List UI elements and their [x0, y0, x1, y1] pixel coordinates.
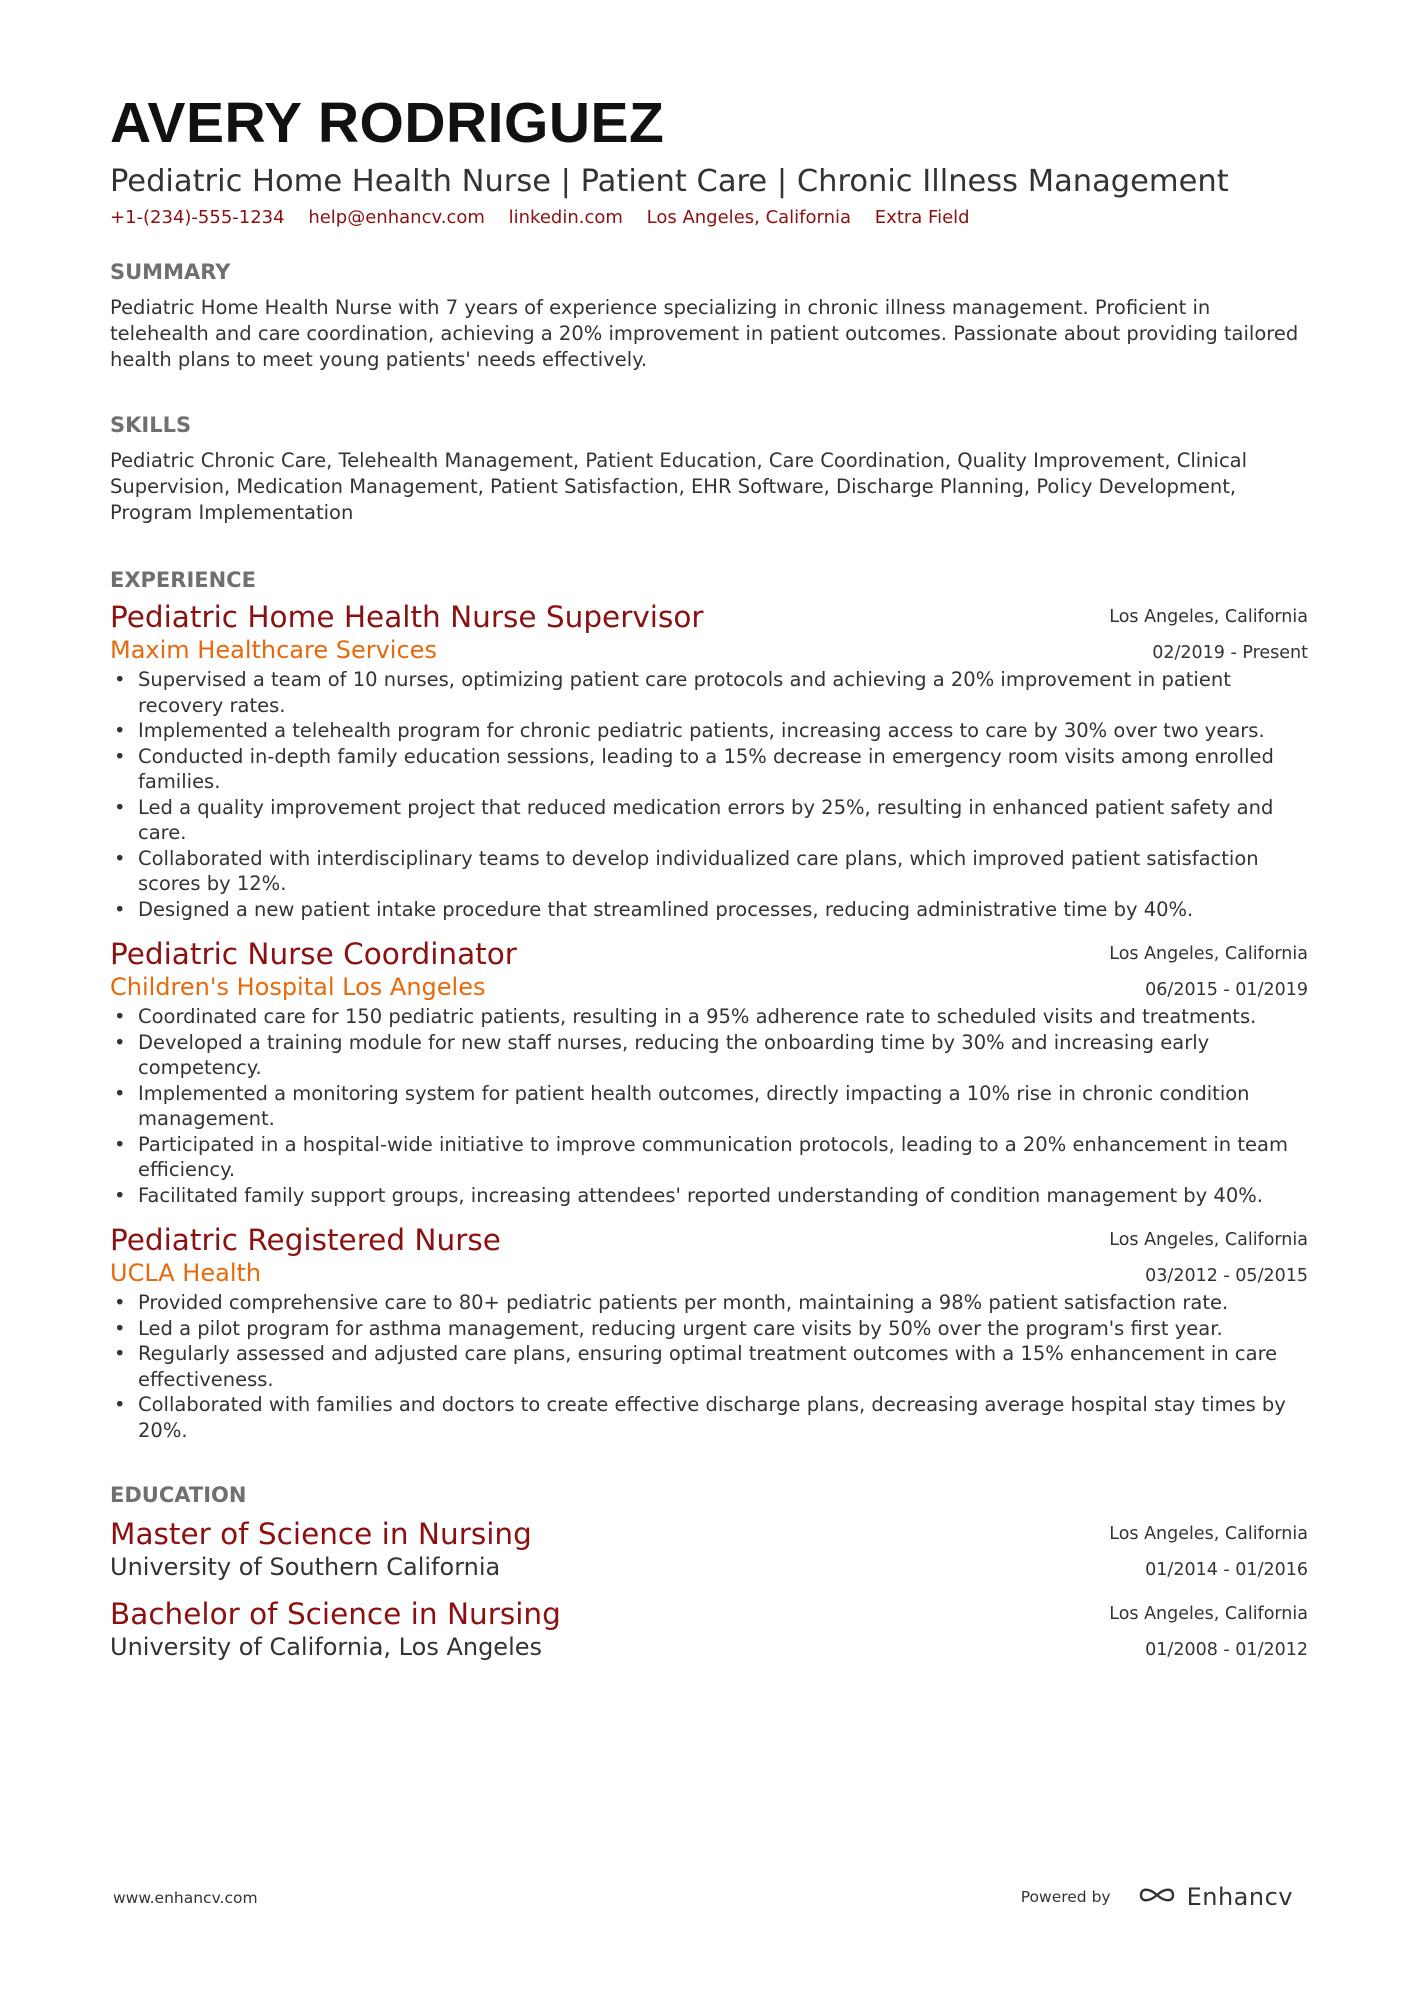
bullet-item: • Conducted in-depth family education sessions, leading to a 15% decrease in emergency room visits among enrolled families. [138, 744, 1308, 795]
bullet-item: • Implemented a monitoring system for patient health outcomes, directly impacting a 10% rise in chronic condition management. [138, 1081, 1308, 1132]
experience-list [110, 599, 1308, 1443]
contact-bar [110, 207, 1308, 228]
contact-location: Los Angeles, California [646, 206, 852, 228]
infinity-logo-icon [1137, 1884, 1177, 1910]
footer-site[interactable]: www.enhancv.com [113, 1889, 258, 1907]
bullet-item: • Led a quality improvement project that reduced medication errors by 25%, resulting in enhanced patient safety and care. [138, 795, 1308, 846]
skills-section [110, 413, 1308, 526]
school-name: University of California, Los Angeles [110, 1633, 543, 1662]
education-entry [110, 1516, 1308, 1582]
bullet-item: • Collaborated with interdisciplinary teams to develop individualized care plans, which improved patient satisfaction scores by 12%. [138, 846, 1308, 897]
company-name: UCLA Health [110, 1259, 262, 1288]
education-dates: 01/2014 - 01/2016 [1145, 1560, 1308, 1581]
bullet-item: • Provided comprehensive care to 80+ pediatric patients per month, maintaining a 98% patient satisfaction rate. [138, 1290, 1308, 1316]
skills-text: Pediatric Chronic Care, Telehealth Management, Patient Education, Care Coordination, Quality Improvement, Clinical Supervision, Medication Management, Patient Satisfaction, EHR Software, Discharge Planning, Policy Development, Program Implementation [110, 448, 1248, 524]
brand-name: Enhancv [1186, 1883, 1293, 1911]
powered-by [1021, 1883, 1293, 1911]
headline: Pediatric Home Health Nurse | Patient Care | Chronic Illness Management [110, 164, 1229, 199]
job-dates: 02/2019 - Present [1152, 643, 1308, 664]
experience-entry [110, 599, 1308, 922]
job-location: Los Angeles, California [1109, 1230, 1308, 1251]
bullet-item: • Coordinated care for 150 pediatric patients, resulting in a 95% adherence rate to scheduled visits and treatments. [138, 1004, 1308, 1030]
job-title: Pediatric Nurse Coordinator [110, 937, 517, 972]
education-meta [1109, 1596, 1308, 1668]
powered-by-label: Powered by [1020, 1888, 1111, 1906]
bullet-item: • Supervised a team of 10 nurses, optimizing patient care protocols and achieving a 20% improvement in patient recovery rates. [138, 667, 1308, 718]
job-meta [1109, 1222, 1308, 1294]
section-title-skills: SKILLS [110, 412, 192, 437]
school-name: University of Southern California [110, 1553, 501, 1582]
bullet-item: • Regularly assessed and adjusted care plans, ensuring optimal treatment outcomes with a 15% enhancement in care effectiveness. [138, 1341, 1308, 1392]
job-bullets [110, 667, 1308, 922]
education-list [110, 1516, 1308, 1662]
section-title-experience: EXPERIENCE [110, 567, 256, 592]
education-dates: 01/2008 - 01/2012 [1145, 1640, 1308, 1661]
summary-text: Pediatric Home Health Nurse with 7 years of experience specializing in chronic illness management. Proficient in telehealth and care coordination, achieving a 20% improvement in patient outcomes. Passionate about providing tailored health plans to meet young patients' needs effectively. [110, 295, 1299, 371]
job-meta [1109, 599, 1308, 671]
summary-section [110, 260, 1308, 373]
job-dates: 03/2012 - 05/2015 [1145, 1266, 1308, 1287]
job-title: Pediatric Registered Nurse [110, 1223, 501, 1258]
bullet-item: • Facilitated family support groups, increasing attendees' reported understanding of condition management by 40%. [138, 1183, 1308, 1209]
education-location: Los Angeles, California [1109, 1524, 1308, 1545]
section-title-education: EDUCATION [110, 1483, 247, 1508]
contact-phone[interactable]: +1-(234)-555-1234 [110, 206, 285, 228]
education-location: Los Angeles, California [1109, 1604, 1308, 1625]
bullet-item: • Collaborated with families and doctors to create effective discharge plans, decreasing average hospital stay times by 20%. [138, 1392, 1308, 1443]
experience-entry [110, 1222, 1308, 1443]
degree-title: Master of Science in Nursing [110, 1517, 532, 1552]
footer [113, 1883, 1293, 1913]
contact-linkedin[interactable]: linkedin.com [508, 206, 623, 228]
job-location: Los Angeles, California [1109, 944, 1308, 965]
education-meta [1109, 1516, 1308, 1588]
bullet-item: • Implemented a telehealth program for chronic pediatric patients, increasing access to care by 30% over two years. [138, 718, 1308, 744]
job-dates: 06/2015 - 01/2019 [1145, 980, 1308, 1001]
bullet-item: • Developed a training module for new staff nurses, reducing the onboarding time by 30% and increasing early competency. [138, 1030, 1308, 1081]
bullet-item: • Led a pilot program for asthma management, reducing urgent care visits by 50% over the program's first year. [138, 1316, 1308, 1342]
job-bullets [110, 1004, 1308, 1208]
education-section [110, 1483, 1308, 1662]
bullet-item: • Participated in a hospital-wide initiative to improve communication protocols, leading to a 20% enhancement in team efficiency. [138, 1132, 1308, 1183]
resume-page [110, 91, 1308, 1662]
candidate-name: AVERY RODRIGUEZ [110, 91, 665, 155]
job-title: Pediatric Home Health Nurse Supervisor [110, 600, 704, 635]
job-meta [1109, 936, 1308, 1008]
contact-extra: Extra Field [874, 206, 970, 228]
section-title-summary: SUMMARY [110, 259, 231, 284]
job-location: Los Angeles, California [1109, 607, 1308, 628]
bullet-item: • Designed a new patient intake procedure that streamlined processes, reducing administrative time by 40%. [138, 897, 1308, 923]
experience-entry [110, 936, 1308, 1208]
company-name: Children's Hospital Los Angeles [110, 973, 486, 1002]
job-bullets [110, 1290, 1308, 1443]
company-name: Maxim Healthcare Services [110, 636, 437, 665]
degree-title: Bachelor of Science in Nursing [110, 1597, 561, 1632]
experience-section [110, 568, 1308, 1443]
contact-email[interactable]: help@enhancv.com [308, 206, 485, 228]
education-entry [110, 1596, 1308, 1662]
